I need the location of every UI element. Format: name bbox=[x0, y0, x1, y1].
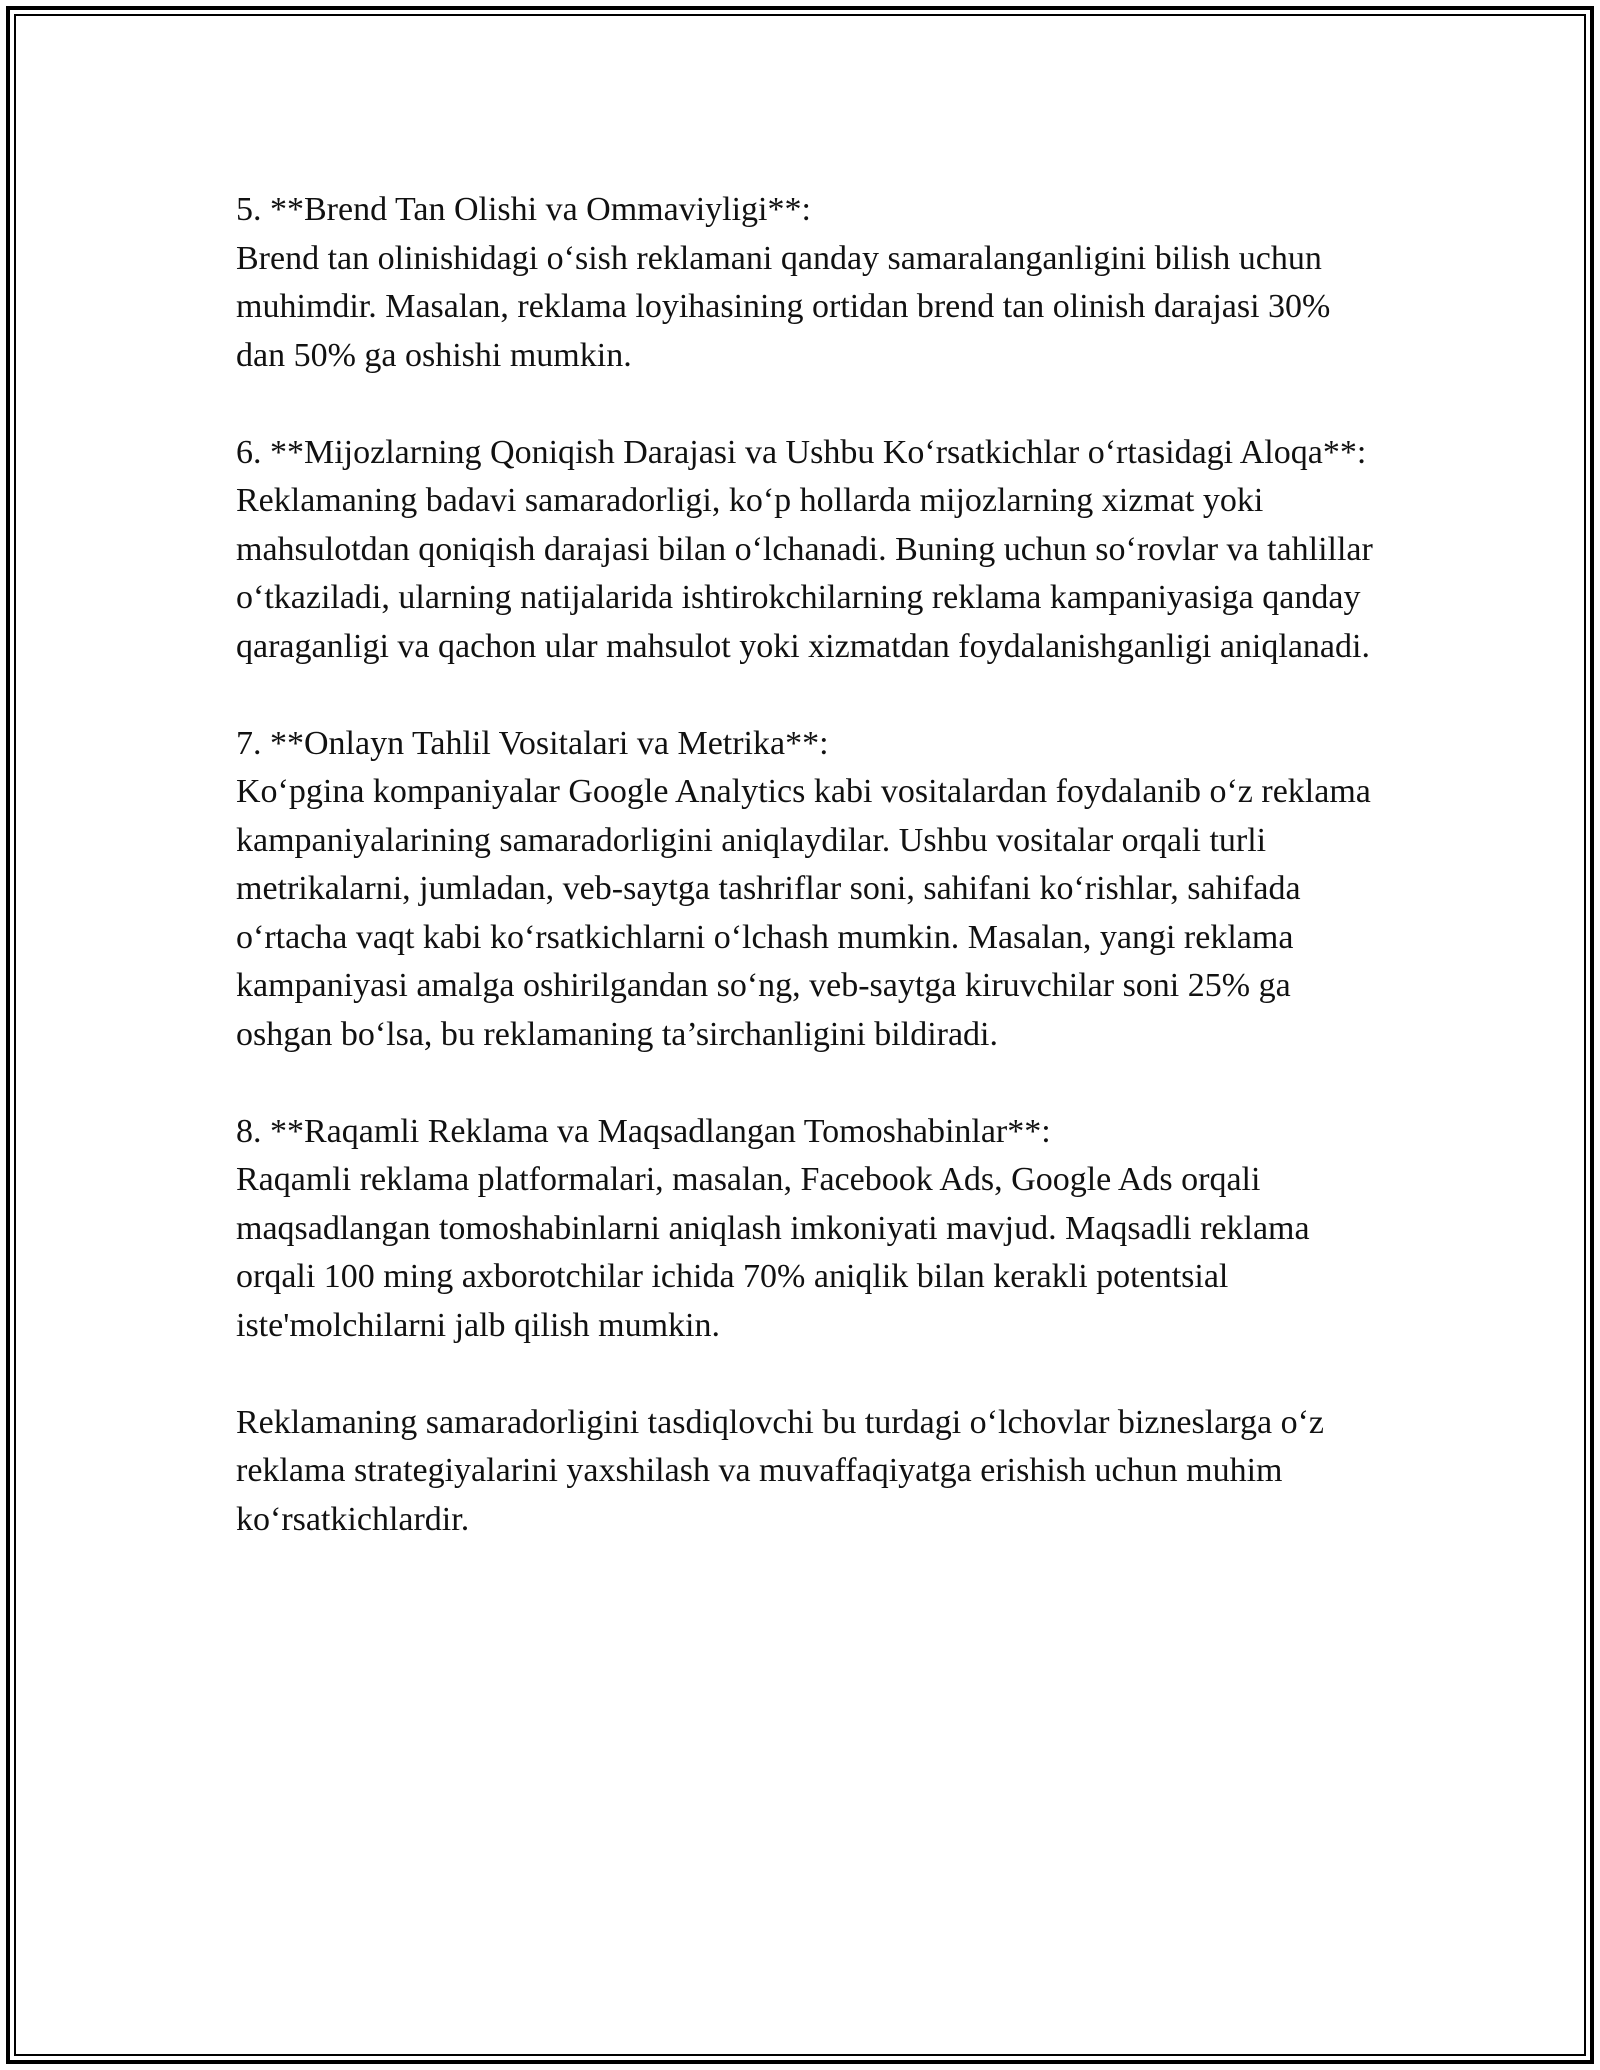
section-heading: 6. **Mijozlarning Qoniqish Darajasi va Ushbu Ko‘rsatkichlar o‘rtasidagi Aloqa**: bbox=[236, 433, 1367, 471]
document-body bbox=[236, 186, 1376, 1544]
section-5 bbox=[236, 186, 1376, 380]
section-heading: 8. **Raqamli Reklama va Maqsadlangan Tomoshabinlar**: bbox=[236, 1112, 1051, 1150]
section-6 bbox=[236, 429, 1376, 672]
section-7 bbox=[236, 720, 1376, 1060]
section-paragraph: Raqamli reklama platformalari, masalan, Facebook Ads, Google Ads orqali maqsadlangan tomoshabinlarni aniqlash imkoniyati mavjud. Maqsadli reklama orqali 100 ming axborotchilar ichida 70% aniqlik bilan kerakli potentsial iste'molchilarni jalb qilish mumkin. bbox=[236, 1161, 1310, 1344]
section-8 bbox=[236, 1108, 1376, 1351]
section-heading: 7. **Onlayn Tahlil Vositalari va Metrika**: bbox=[236, 724, 829, 762]
section-paragraph: Ko‘pgina kompaniyalar Google Analytics kabi vositalardan foydalanib o‘z reklama kampaniyalarining samaradorligini aniqlaydilar. Ushbu vositalar orqali turli metrikalarni, jumladan, veb-saytga tashriflar soni, sahifani ko‘rishlar, sahifada o‘rtacha vaqt kabi ko‘rsatkichlarni o‘lchash mumkin. Masalan, yangi reklama kampaniyasi amalga oshirilgandan so‘ng, veb-saytga kiruvchilar soni 25% ga oshgan bo‘lsa, bu reklamaning ta’sirchanligini bildiradi. bbox=[236, 773, 1371, 1053]
section-paragraph: Brend tan olinishidagi o‘sish reklamani qanday samaralanganligini bilish uchun muhimdir. Masalan, reklama loyihasining ortidan brend tan olinish darajasi 30% dan 50% ga oshishi mumkin. bbox=[236, 239, 1331, 374]
section-heading: 5. **Brend Tan Olishi va Ommaviyligi**: bbox=[236, 191, 811, 228]
section-paragraph: Reklamaning badavi samaradorligi, ko‘p hollarda mijozlarning xizmat yoki mahsulotdan qoniqish darajasi bilan o‘lchanadi. Buning uchun so‘rovlar va tahlillar o‘tkaziladi, ularning natijalarida ishtirokchilarning reklama kampaniyasiga qanday qaraganligi va qachon ular mahsulot yoki xizmatdan foydalanishganligi aniqlanadi. bbox=[236, 482, 1373, 665]
closing-paragraph: Reklamaning samaradorligini tasdiqlovchi bu turdagi o‘lchovlar bizneslarga o‘z reklama strategiyalarini yaxshilash va muvaffaqiyatga erishish uchun muhim ko‘rsatkichlardir. bbox=[236, 1403, 1324, 1538]
